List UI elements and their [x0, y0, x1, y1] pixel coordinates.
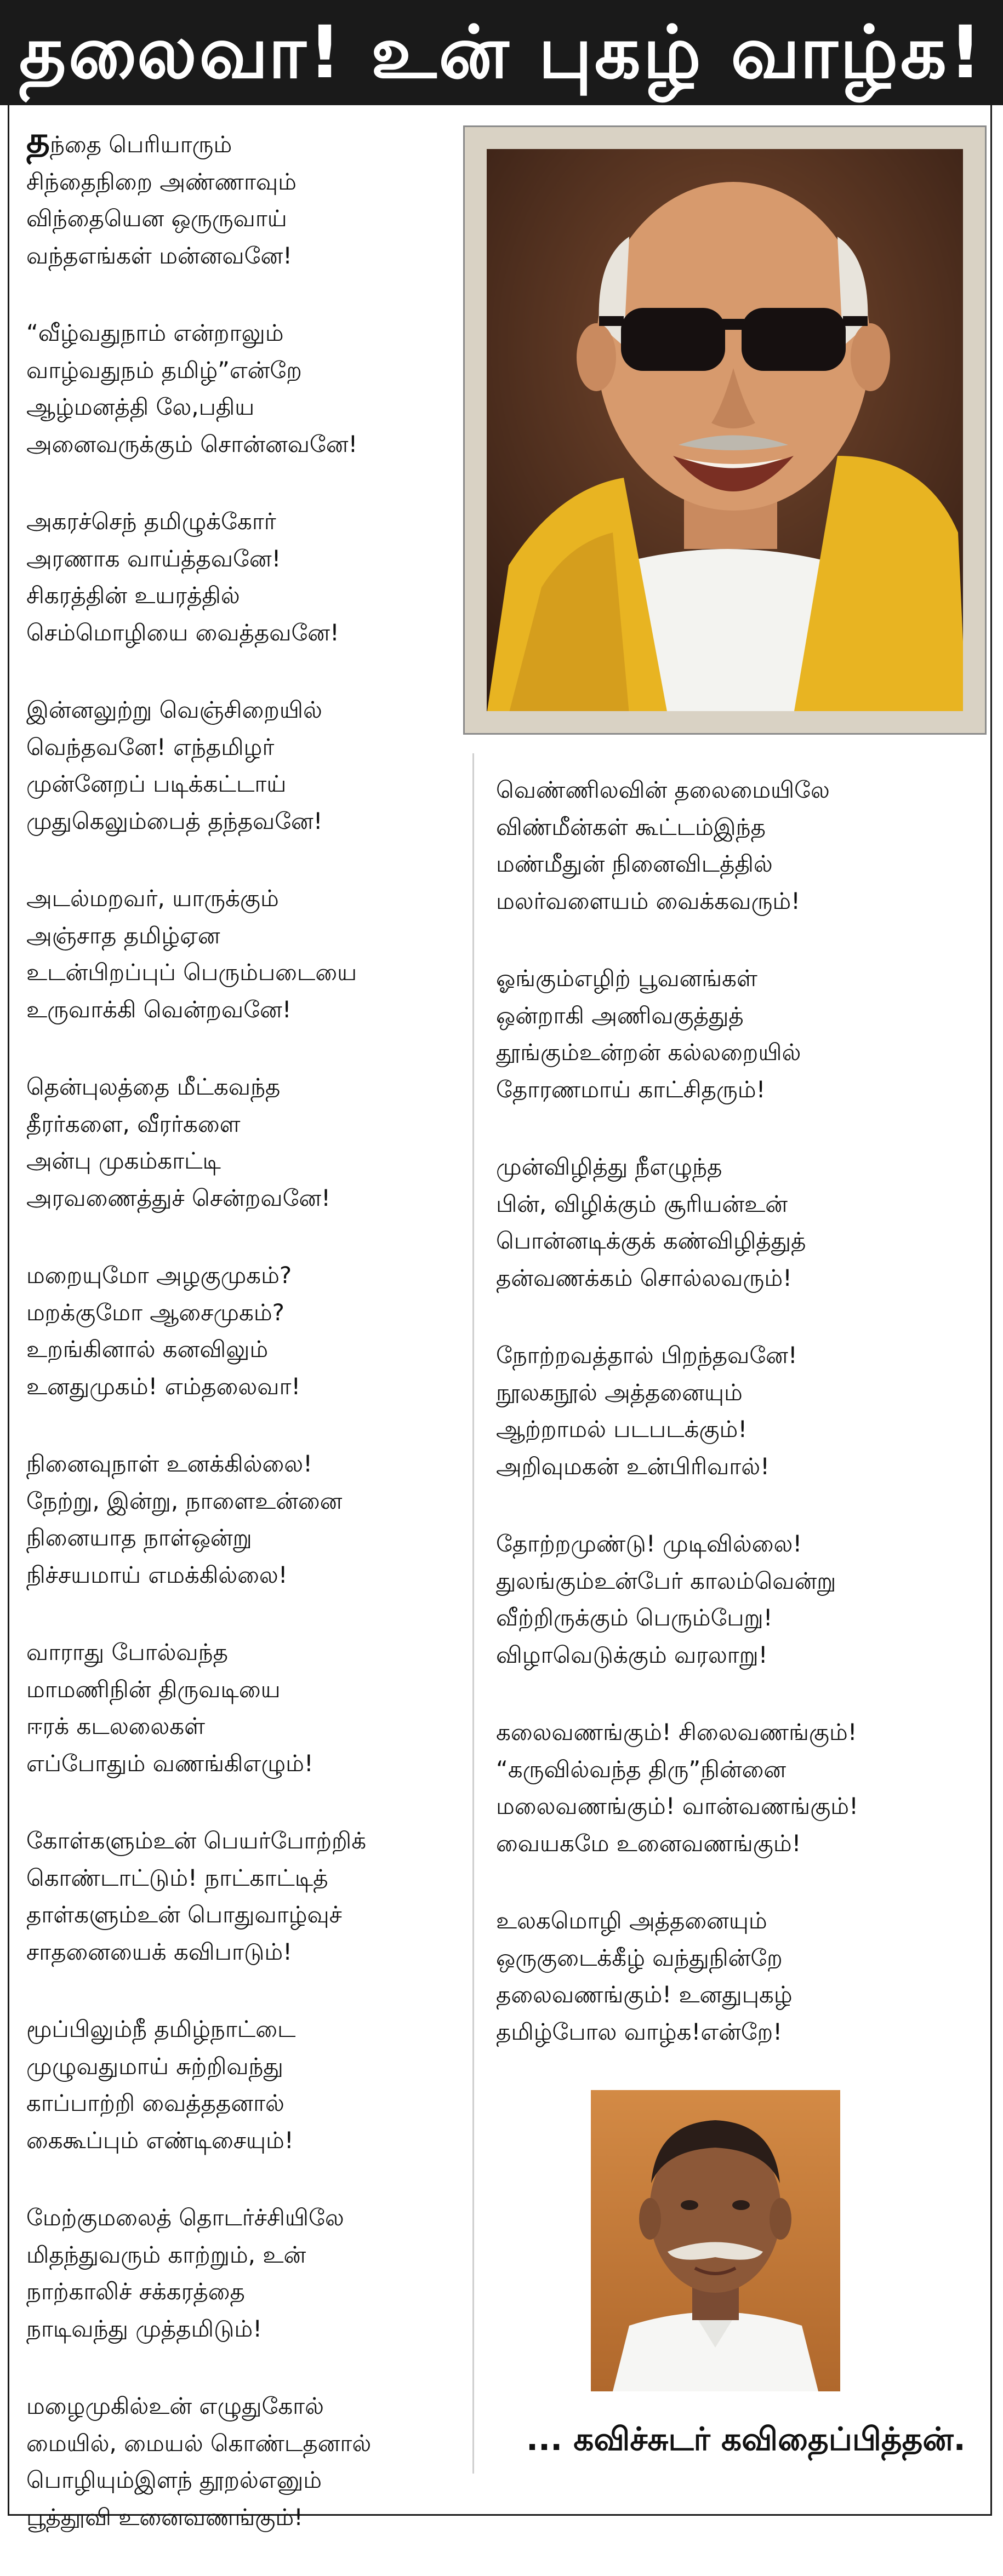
- poem-line: அஞ்சாத தமிழ்ஏன: [26, 921, 220, 949]
- poem-line: உடன்பிறப்புப் பெரும்படையை: [26, 959, 357, 986]
- poem-line: பொன்னடிக்குக் கண்விழித்துத்: [496, 1227, 806, 1254]
- poem-line: மிதந்துவரும் காற்றும், உன்: [26, 2241, 306, 2268]
- poem-line: தன்வணக்கம் சொல்லவரும்!: [496, 1264, 792, 1291]
- poem-line: விந்தையென ஒருருவாய்: [26, 205, 287, 232]
- poem-line: கொண்டாட்டும்! நாட்காட்டித்: [26, 1864, 328, 1891]
- poem-stanza: [26, 314, 476, 462]
- poem-line: அகரச்செந் தமிழுக்கோர்: [26, 508, 276, 535]
- poem-line: மலைவணங்கும்! வான்வணங்கும்!: [496, 1793, 858, 1819]
- poem-line: “வீழ்வதுநாம் என்றாலும்: [26, 319, 284, 346]
- poem-line: வெண்ணிலவின் தலைமையிலே: [496, 776, 830, 803]
- poem-line: உலகமொழி அத்தனையும்: [496, 1907, 767, 1934]
- poem-line: உருவாக்கி வென்றவனே!: [26, 995, 292, 1023]
- poem-line: அரணாக வாய்த்தவனே!: [26, 545, 281, 572]
- poem-line: ந்தை பெரியாரும்: [50, 131, 232, 158]
- poem-line: கோள்களும்உன் பெயர்போற்றிக்: [26, 1827, 367, 1854]
- poem-stanza: [26, 2199, 476, 2347]
- poem-line: தமிழ்போல வாழ்க!என்றே!: [496, 2018, 783, 2045]
- poem-stanza: [26, 1068, 476, 1216]
- poet-signature: ... கவிச்சுடர் கவிதைப்பித்தன்.: [526, 2420, 966, 2458]
- poem-line: கைகூப்பும் எண்டிசையும்!: [26, 2126, 294, 2154]
- poem-line: நாடிவந்து முத்தமிடும்!: [26, 2315, 263, 2342]
- poem-line: வாராது போல்வந்த: [26, 1639, 228, 1665]
- poem-line: பொழியும்இளந் தூறல்எனும்: [26, 2466, 322, 2493]
- poem-stanza: [496, 1148, 978, 1296]
- poem-line: முன்னேறப் படிக்கட்டாய்: [26, 770, 287, 797]
- poem-stanza: [26, 1822, 476, 1970]
- poem-line: மலர்வளையம் வைக்கவரும்!: [496, 887, 801, 914]
- poem-line: விண்மீன்கள் கூட்டம்இந்த: [496, 813, 766, 840]
- poem-line: தலைவணங்கும்! உனதுபுகழ்: [496, 1981, 793, 2008]
- poem-line: வையகமே உனைவணங்கும்!: [496, 1829, 801, 1857]
- poem-stanza: [496, 1902, 978, 2050]
- poem-stanza: [496, 1337, 978, 1485]
- poem-line: வெந்தவனே! எந்தமிழர்: [26, 733, 275, 760]
- poem-line: ஒருகுடைக்கீழ் வந்துநின்றே: [496, 1944, 783, 1971]
- poem-stanza: [26, 503, 476, 651]
- poem-line: ஈரக் கடலலைகள்: [26, 1713, 206, 1739]
- poem-line: நோற்றவத்தால் பிறந்தவனே!: [496, 1342, 797, 1369]
- poem-line: பூத்தூவி உனைவணங்கும்!: [26, 2503, 303, 2531]
- poem-line: ஆழ்மனத்தி லே,பதிய: [26, 393, 255, 420]
- poem-line: தோற்றமுண்டு! முடிவில்லை!: [496, 1530, 802, 1557]
- poem-line: கலைவணங்கும்! சிலைவணங்கும்!: [496, 1719, 857, 1745]
- poem-stanza: [26, 880, 476, 1028]
- poem-left-column: [26, 119, 476, 2576]
- poem-line: நினையாத நாள்ஒன்று: [26, 1524, 252, 1551]
- portrait-illustration: [487, 149, 963, 711]
- poem-line: தென்புலத்தை மீட்கவந்த: [26, 1073, 281, 1100]
- poem-right-column: [496, 771, 978, 2091]
- poem-line: மேற்குமலைத் தொடர்ச்சியிலே: [26, 2204, 344, 2231]
- poem-line: அடல்மறவர், யாருக்கும்: [26, 885, 279, 912]
- poem-line: “கருவில்வந்த திரு”நின்னை: [496, 1755, 787, 1783]
- poem-line: ஓங்கும்எழிற் பூவனங்கள்: [496, 965, 757, 992]
- poem-line: மாமணிநின் திருவடியை: [26, 1675, 281, 1703]
- poem-line: செம்மொழியை வைத்தவனே!: [26, 619, 339, 646]
- poem-line: சிகரத்தின் உயரத்தில்: [26, 582, 240, 609]
- poem-line: ஆற்றாமல் படபடக்கும்!: [496, 1416, 748, 1442]
- poem-line: நாற்காலிச் சக்கரத்தை: [26, 2278, 245, 2305]
- poem-line: முன்விழித்து நீஎழுந்த: [496, 1153, 722, 1180]
- poem-stanza: [26, 1257, 476, 1405]
- poem-stanza: [496, 1714, 978, 1862]
- poem-line: நேற்று, இன்று, நாளைஉன்னை: [26, 1487, 343, 1514]
- poem-stanza: [26, 2388, 476, 2535]
- poem-stanza: [496, 960, 978, 1108]
- poet-illustration: [591, 2090, 840, 2391]
- poem-stanza: [496, 1525, 978, 1673]
- poem-line: நினைவுநாள் உனக்கில்லை!: [26, 1450, 313, 1477]
- poem-stanza: [496, 771, 978, 919]
- poem-line: முழுவதுமாய் சுற்றிவந்து: [26, 2052, 283, 2080]
- poem-line: சாதனையைக் கவிபாடும்!: [26, 1938, 292, 1965]
- poem-stanza: [26, 1445, 476, 1593]
- poem-stanza: [26, 691, 476, 839]
- poem-stanza: [26, 119, 476, 274]
- poem-line: பின், விழிக்கும் சூரியன்உன்: [496, 1190, 788, 1217]
- poem-line: அன்பு முகம்காட்டி: [26, 1147, 221, 1174]
- poem-line: மறையுமோ அழகுமுகம்?: [26, 1262, 292, 1289]
- leader-portrait-photo: [463, 125, 987, 735]
- poem-line: மூப்பிலும்நீ தமிழ்நாட்டை: [26, 2016, 296, 2042]
- poem-line: மண்மீதுன் நினைவிடத்தில்: [496, 850, 773, 877]
- poem-line: வீற்றிருக்கும் பெரும்பேறு!: [496, 1604, 773, 1631]
- poem-line: ஒன்றாகி அணிவகுத்துத்: [496, 1001, 744, 1029]
- poem-line: உனதுமுகம்! எம்தலைவா!: [26, 1372, 301, 1400]
- poem-line: விழாவெடுக்கும் வரலாறு!: [496, 1641, 768, 1668]
- poem-line: வாழ்வதுநம் தமிழ்”என்றே: [26, 356, 302, 383]
- poem-line: உறங்கினால் கனவிலும்: [26, 1336, 269, 1363]
- poem-first-line: [26, 119, 476, 163]
- drop-cap: த: [26, 119, 50, 161]
- poem-line: அறிவுமகன் உன்பிரிவால்!: [496, 1452, 770, 1480]
- poem-line: மறக்குமோ ஆசைமுகம்?: [26, 1298, 284, 1326]
- poet-photo: [591, 2090, 840, 2391]
- poem-line: முதுகெலும்பைத் தந்தவனே!: [26, 807, 323, 834]
- page-title: தலைவா! உன் புகழ் வாழ்க!: [0, 0, 1003, 105]
- poem-line: எப்போதும் வணங்கிஎழும்!: [26, 1749, 314, 1777]
- poem-line: அனைவருக்கும் சொன்னவனே!: [26, 430, 358, 457]
- poem-line: இன்னலுற்று வெஞ்சிறையில்: [26, 696, 322, 723]
- poem-line: தீரர்களை, வீரர்களை: [26, 1110, 241, 1137]
- poem-line: அரவணைத்துச் சென்றவனே!: [26, 1184, 330, 1211]
- poem-stanza: [26, 1634, 476, 1782]
- poem-line: தாள்களும்உன் பொதுவாழ்வுச்: [26, 1901, 342, 1928]
- poem-line: சிந்தைநிறை அண்ணாவும்: [26, 168, 297, 195]
- poem-line: துலங்கும்உன்பேர் காலம்வென்று: [496, 1567, 836, 1594]
- poem-line: தூங்கும்உன்றன் கல்லறையில்: [496, 1039, 801, 1066]
- poem-line: நூலகநூல் அத்தனையும்: [496, 1378, 743, 1406]
- poem-line: காப்பாற்றி வைத்ததனால்: [26, 2090, 284, 2116]
- poem-line: வந்தஎங்கள் மன்னவனே!: [26, 242, 293, 269]
- poem-stanza: [26, 2011, 476, 2159]
- poem-line: மையில், மையல் கொண்டதனால்: [26, 2429, 372, 2457]
- poem-line: தோரணமாய் காட்சிதரும்!: [496, 1075, 766, 1103]
- poem-line: நிச்சயமாய் எமக்கில்லை!: [26, 1561, 288, 1588]
- poem-line: மழைமுகில்உன் எழுதுகோல்: [26, 2392, 324, 2419]
